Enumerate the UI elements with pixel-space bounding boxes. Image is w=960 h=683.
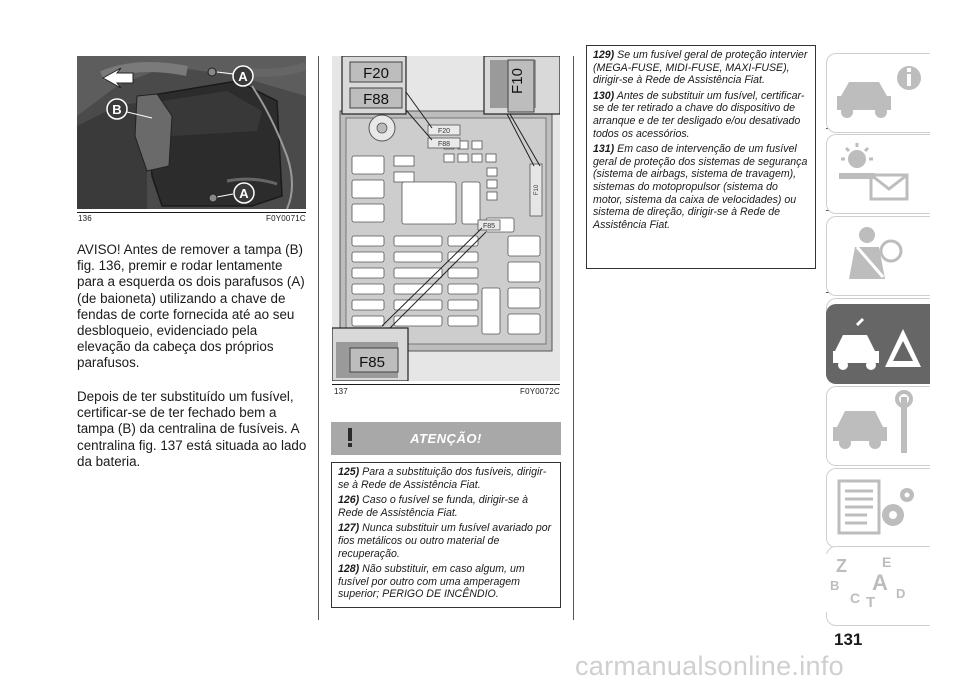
warning-item — [338, 563, 554, 601]
fuse-f10-zoom-label: F10 — [509, 68, 526, 94]
warning-item-number: 126) — [338, 494, 360, 507]
note-item — [593, 49, 809, 87]
column-divider-2 — [573, 56, 574, 620]
index-letters[interactable] — [826, 554, 930, 612]
warning-header — [331, 422, 561, 455]
fuse-f85-small-label: F85 — [482, 223, 496, 230]
fuse-box-diagram — [332, 56, 560, 381]
index-letter: A — [872, 570, 888, 595]
warning-item — [338, 494, 554, 519]
fuse-f20-small-label: F20 — [437, 128, 451, 135]
emergency-car-warning-icon — [827, 305, 930, 384]
car-info-icon — [827, 54, 930, 133]
fuse-f20-zoom-label: F20 — [363, 65, 389, 82]
figure-136-number: 136 — [78, 214, 92, 223]
tab-servicing-care[interactable] — [826, 386, 930, 466]
paragraph-cover-warning: AVISO! Antes de remover a tampa (B) fig. 136, premir e rodar lentamente para a esquerda os dois parafusos (A) (de baioneta) utilizando a chave de fendas de corte fornecida até ao seu desbloqueio, evidenciado pela elevação da cabeça dos próprios parafusos. — [77, 242, 305, 371]
note-item-number: 129) — [593, 49, 615, 61]
tab-in-an-emergency[interactable] — [826, 304, 930, 384]
dashboard-lights-icon — [827, 135, 930, 214]
note-item — [593, 90, 809, 140]
index-letter: D — [896, 586, 906, 601]
warning-title: ATENÇÃO! — [410, 431, 482, 446]
fuse-f10-small-label: F10 — [534, 184, 540, 196]
warning-item-text: Nunca substituir um fusível avariado por fios metálicos ou outro material de recuperação. — [338, 522, 552, 560]
tab-safety[interactable] — [826, 216, 930, 296]
note-item-number: 131) — [593, 143, 615, 156]
figure-137-code: F0Y0072C — [520, 387, 560, 396]
warning-item-number: 128) — [338, 563, 360, 576]
page-number: 131 — [834, 630, 863, 649]
car-maintenance-icon — [827, 387, 930, 466]
warning-item-text: Para a substituição dos fusíveis, dirigir-se à Rede de Assistência Fiat. — [338, 466, 547, 491]
tab-technical-data[interactable] — [826, 468, 930, 548]
label-a-top: A — [238, 69, 248, 84]
warning-item-number: 125) — [338, 466, 360, 478]
warning-item-text: Não substituir, em caso algum, um fusível por outro com uma amperagem superior; PERIGO DE INCÊNDIO. — [338, 563, 525, 601]
index-letter: C — [850, 590, 861, 606]
column-divider-1 — [318, 56, 319, 620]
index-letter: T — [866, 594, 876, 611]
watermark: carmanualsonline.info — [575, 651, 844, 681]
label-a-bottom: A — [239, 186, 249, 201]
index-letter: E — [882, 554, 892, 570]
fuse-f85-zoom-label: F85 — [359, 354, 385, 371]
warning-box — [331, 462, 561, 608]
label-b: B — [112, 102, 122, 117]
figure-136-photo — [77, 56, 306, 209]
figure-136-code: F0Y0071C — [266, 214, 306, 223]
index-letter: Z — [836, 556, 847, 576]
note-item — [593, 143, 809, 231]
warning-item — [338, 466, 554, 491]
technical-data-icon — [827, 469, 930, 548]
figure-137-fuse-box — [332, 56, 560, 381]
note-item-text: Antes de substituir um fusível, certificar-se de ter retirado a chave do dispositivo de arranque e de ter desligado e/ou desativado todos os acessórios. — [593, 89, 805, 140]
fuse-f88-small-label: F88 — [437, 141, 451, 148]
fuse-f88-zoom-label: F88 — [363, 91, 389, 108]
safety-seatbelt-icon — [827, 217, 930, 296]
figure-136-caption-rule — [77, 212, 306, 213]
note-item-text: Se um fusível geral de proteção intervier (MEGA-FUSE, MIDI-FUSE, MAXI-FUSE), dirigir-se à Rede de Assistência Fiat. — [593, 49, 808, 87]
paragraph-fuse-box-location: Depois de ter substituído um fusível, certificar-se de ter fechado bem a tampa (B) da centralina de fusíveis. A centralina fig. 137 está situada ao lado da bateria. — [77, 389, 307, 469]
notes-box — [586, 45, 816, 269]
index-letter: B — [830, 578, 840, 593]
tab-dashboard-lights[interactable] — [826, 134, 930, 214]
tab-car-info[interactable] — [826, 53, 930, 133]
note-item-number: 130) — [593, 89, 615, 102]
figure-137-caption-rule — [332, 384, 560, 385]
engine-bay-illustration — [77, 56, 306, 209]
warning-item — [338, 522, 554, 560]
warning-item-text: Caso o fusível se funda, dirigir-se à Rede de Assistência Fiat. — [338, 494, 529, 519]
figure-137-number: 137 — [334, 387, 348, 396]
note-item-text: Em caso de intervenção de um fusível geral de proteção dos sistemas de segurança (sistema de airbags, sistema de travagem), sistemas do motopropulsor (sistema do motor, sistema da caixa de velocidades) ou sistema de direção, dirigir-se à Rede de Assistência Fiat. — [593, 143, 808, 231]
warning-item-number: 127) — [338, 522, 360, 535]
